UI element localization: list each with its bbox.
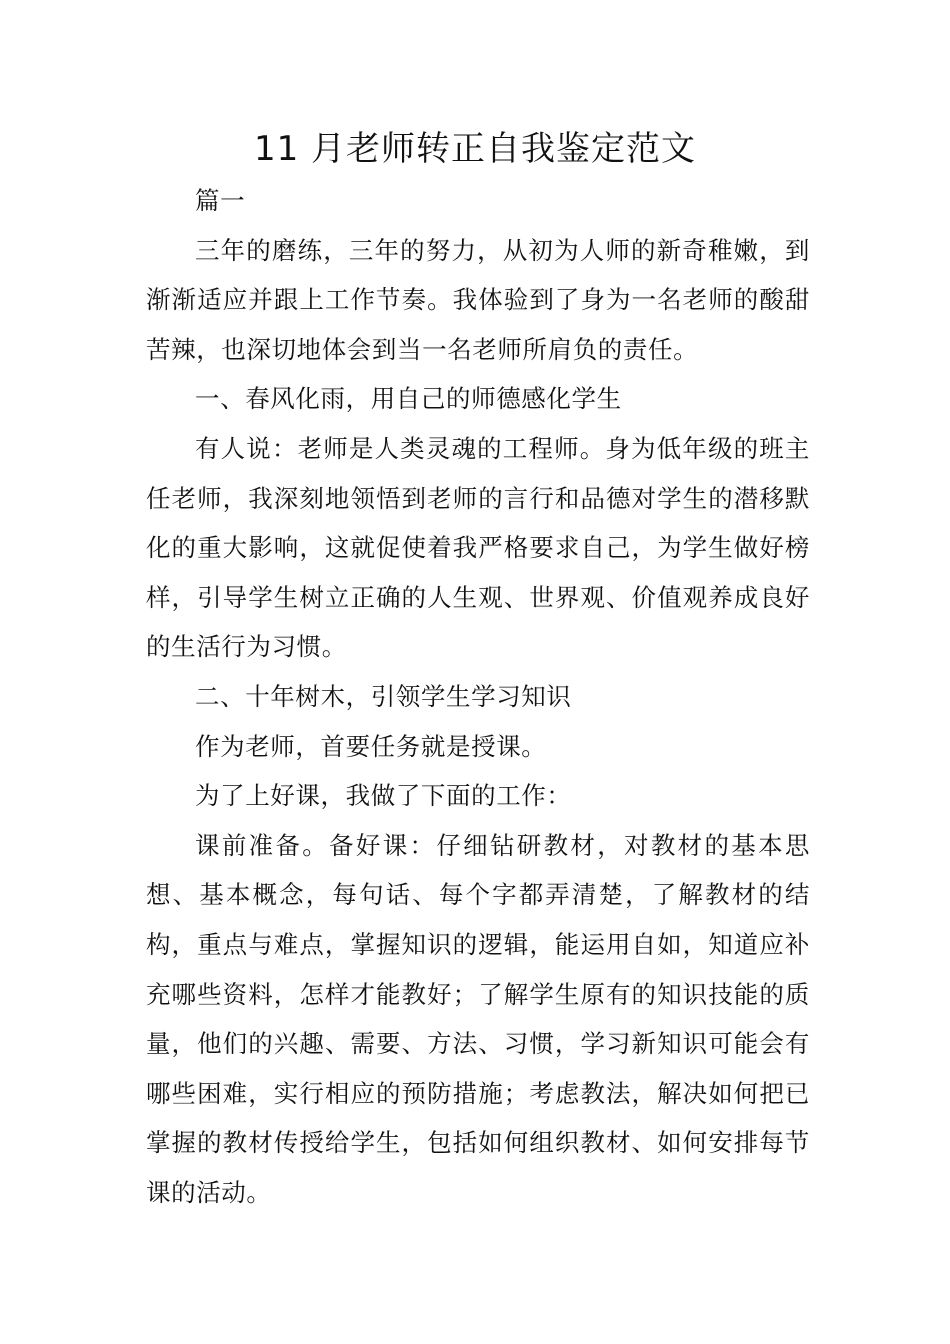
paragraph-intro: 三年的磨练，三年的努力，从初为人师的新奇稚嫩，到渐渐适应并跟上工作节奏。我体验到了身为一名老师的酸甜苦辣，也深切地体会到当一名老师所肩负的责任。	[146, 235, 810, 364]
heading-section-two: 二、十年树木，引领学生学习知识	[195, 681, 572, 711]
heading-section-one: 一、春风化雨，用自己的师德感化学生	[195, 384, 622, 414]
document-body	[146, 176, 810, 1217]
paragraph-work-intro: 为了上好课，我做了下面的工作：	[195, 781, 572, 811]
paragraph-section-one: 有人说：老师是人类灵魂的工程师。身为低年级的班主任老师，我深刻地领悟到老师的言行和品德对学生的潜移默化的重大影响，这就促使着我严格要求自己，为学生做好榜样，引导学生树立正确的人生观、世界观、价值观养成良好的生活行为习惯。	[146, 433, 810, 662]
paragraph-teaching-task: 作为老师，首要任务就是授课。	[195, 731, 547, 761]
section-label: 篇一	[195, 186, 246, 215]
document-title: 11 月老师转正自我鉴定范文	[253, 129, 697, 169]
paragraph-lesson-prep: 课前准备。备好课：仔细钻研教材，对教材的基本思想、基本概念，每句话、每个字都弄清楚，了解教材的结构，重点与难点，掌握知识的逻辑，能运用自如，知道应补充哪些资料，怎样才能教好；了解学生原有的知识技能的质量，他们的兴趣、需要、方法、习惯，学习新知识可能会有哪些困难，实行相应的预防措施；考虑教法，解决如何把已掌握的教材传授给学生，包括如何组织教材、如何安排每节课的活动。	[146, 830, 810, 1207]
